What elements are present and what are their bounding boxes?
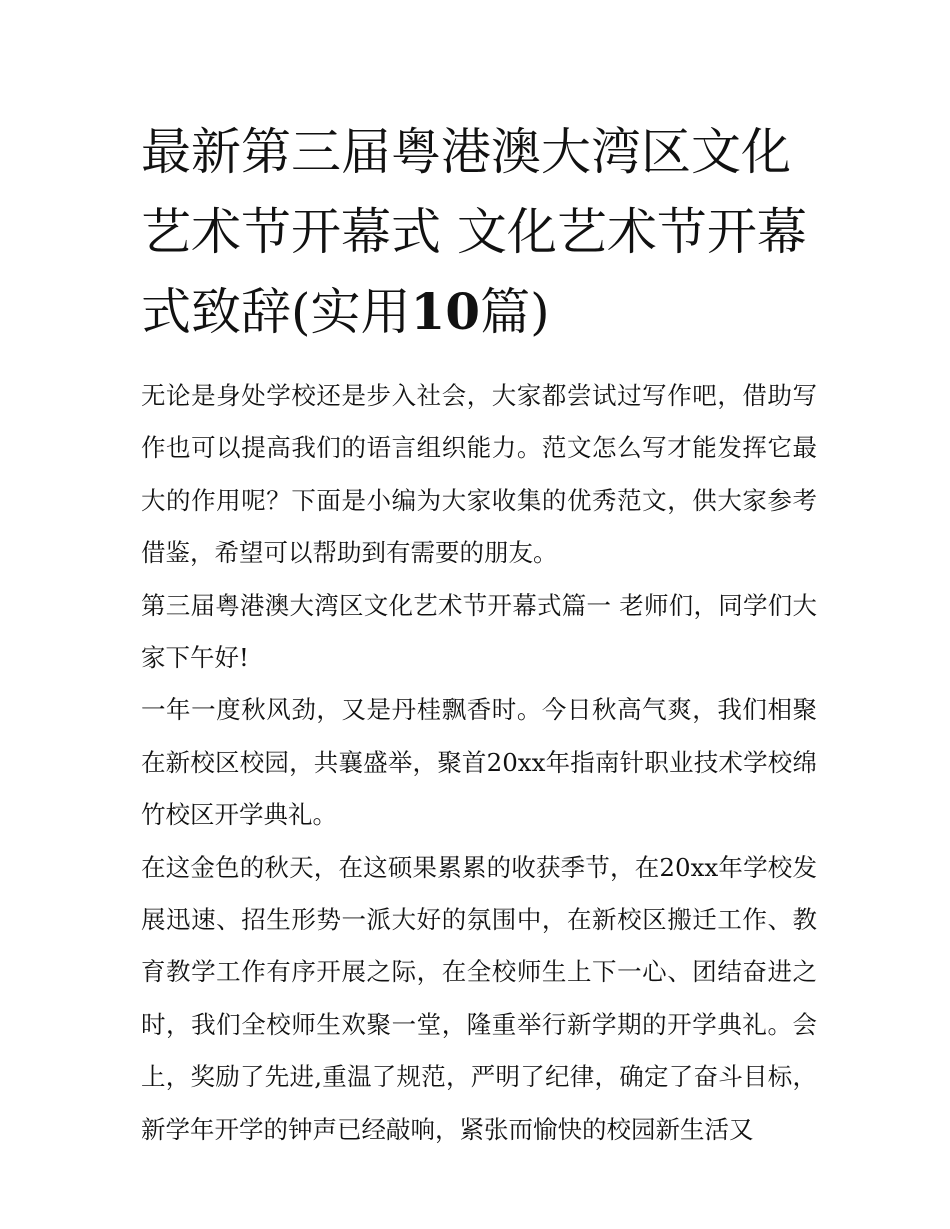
paragraph-autumn: 一年一度秋风劲，又是丹桂飘香时。今日秋高气爽，我们相聚在新校区校园，共襄盛举，聚首20xx年指南针职业技术学校绵竹校区开学典礼。 [141,695,817,830]
document-page [141,112,817,1156]
title-text-end: 篇) [480,283,550,341]
title-number: 10 [410,282,481,341]
paragraph-intro: 无论是身处学校还是步入社会，大家都尝试过写作吧，借助写作也可以提高我们的语言组织能力。范文怎么写才能发挥它最大的作用呢？下面是小编为大家收集的优秀范文，供大家参考借鉴，希望可以帮助到有需要的朋友。 [141,381,817,568]
document-body [141,370,817,1156]
document-title [141,112,817,352]
title-text-main: 最新第三届粤港澳大湾区文化艺术节开幕式 文化艺术节开幕式致辞(实用 [141,123,807,341]
paragraph-ceremony: 在这金色的秋天，在这硕果累累的收获季节，在20xx年学校发展迅速、招生形势一派大好的氛围中，在新校区搬迁工作、教育教学工作有序开展之际，在全校师生上下一心、团结奋进之时，我们全校师生欢聚一堂，隆重举行新学期的开学典礼。会上，奖励了先进,重温了规范，严明了纪律，确定了奋斗目标，新学年开学的钟声已经敲响，紧张而愉快的校园新生活又 [141,852,817,1144]
paragraph-greeting: 第三届粤港澳大湾区文化艺术节开幕式篇一 老师们，同学们大家下午好! [141,590,817,673]
